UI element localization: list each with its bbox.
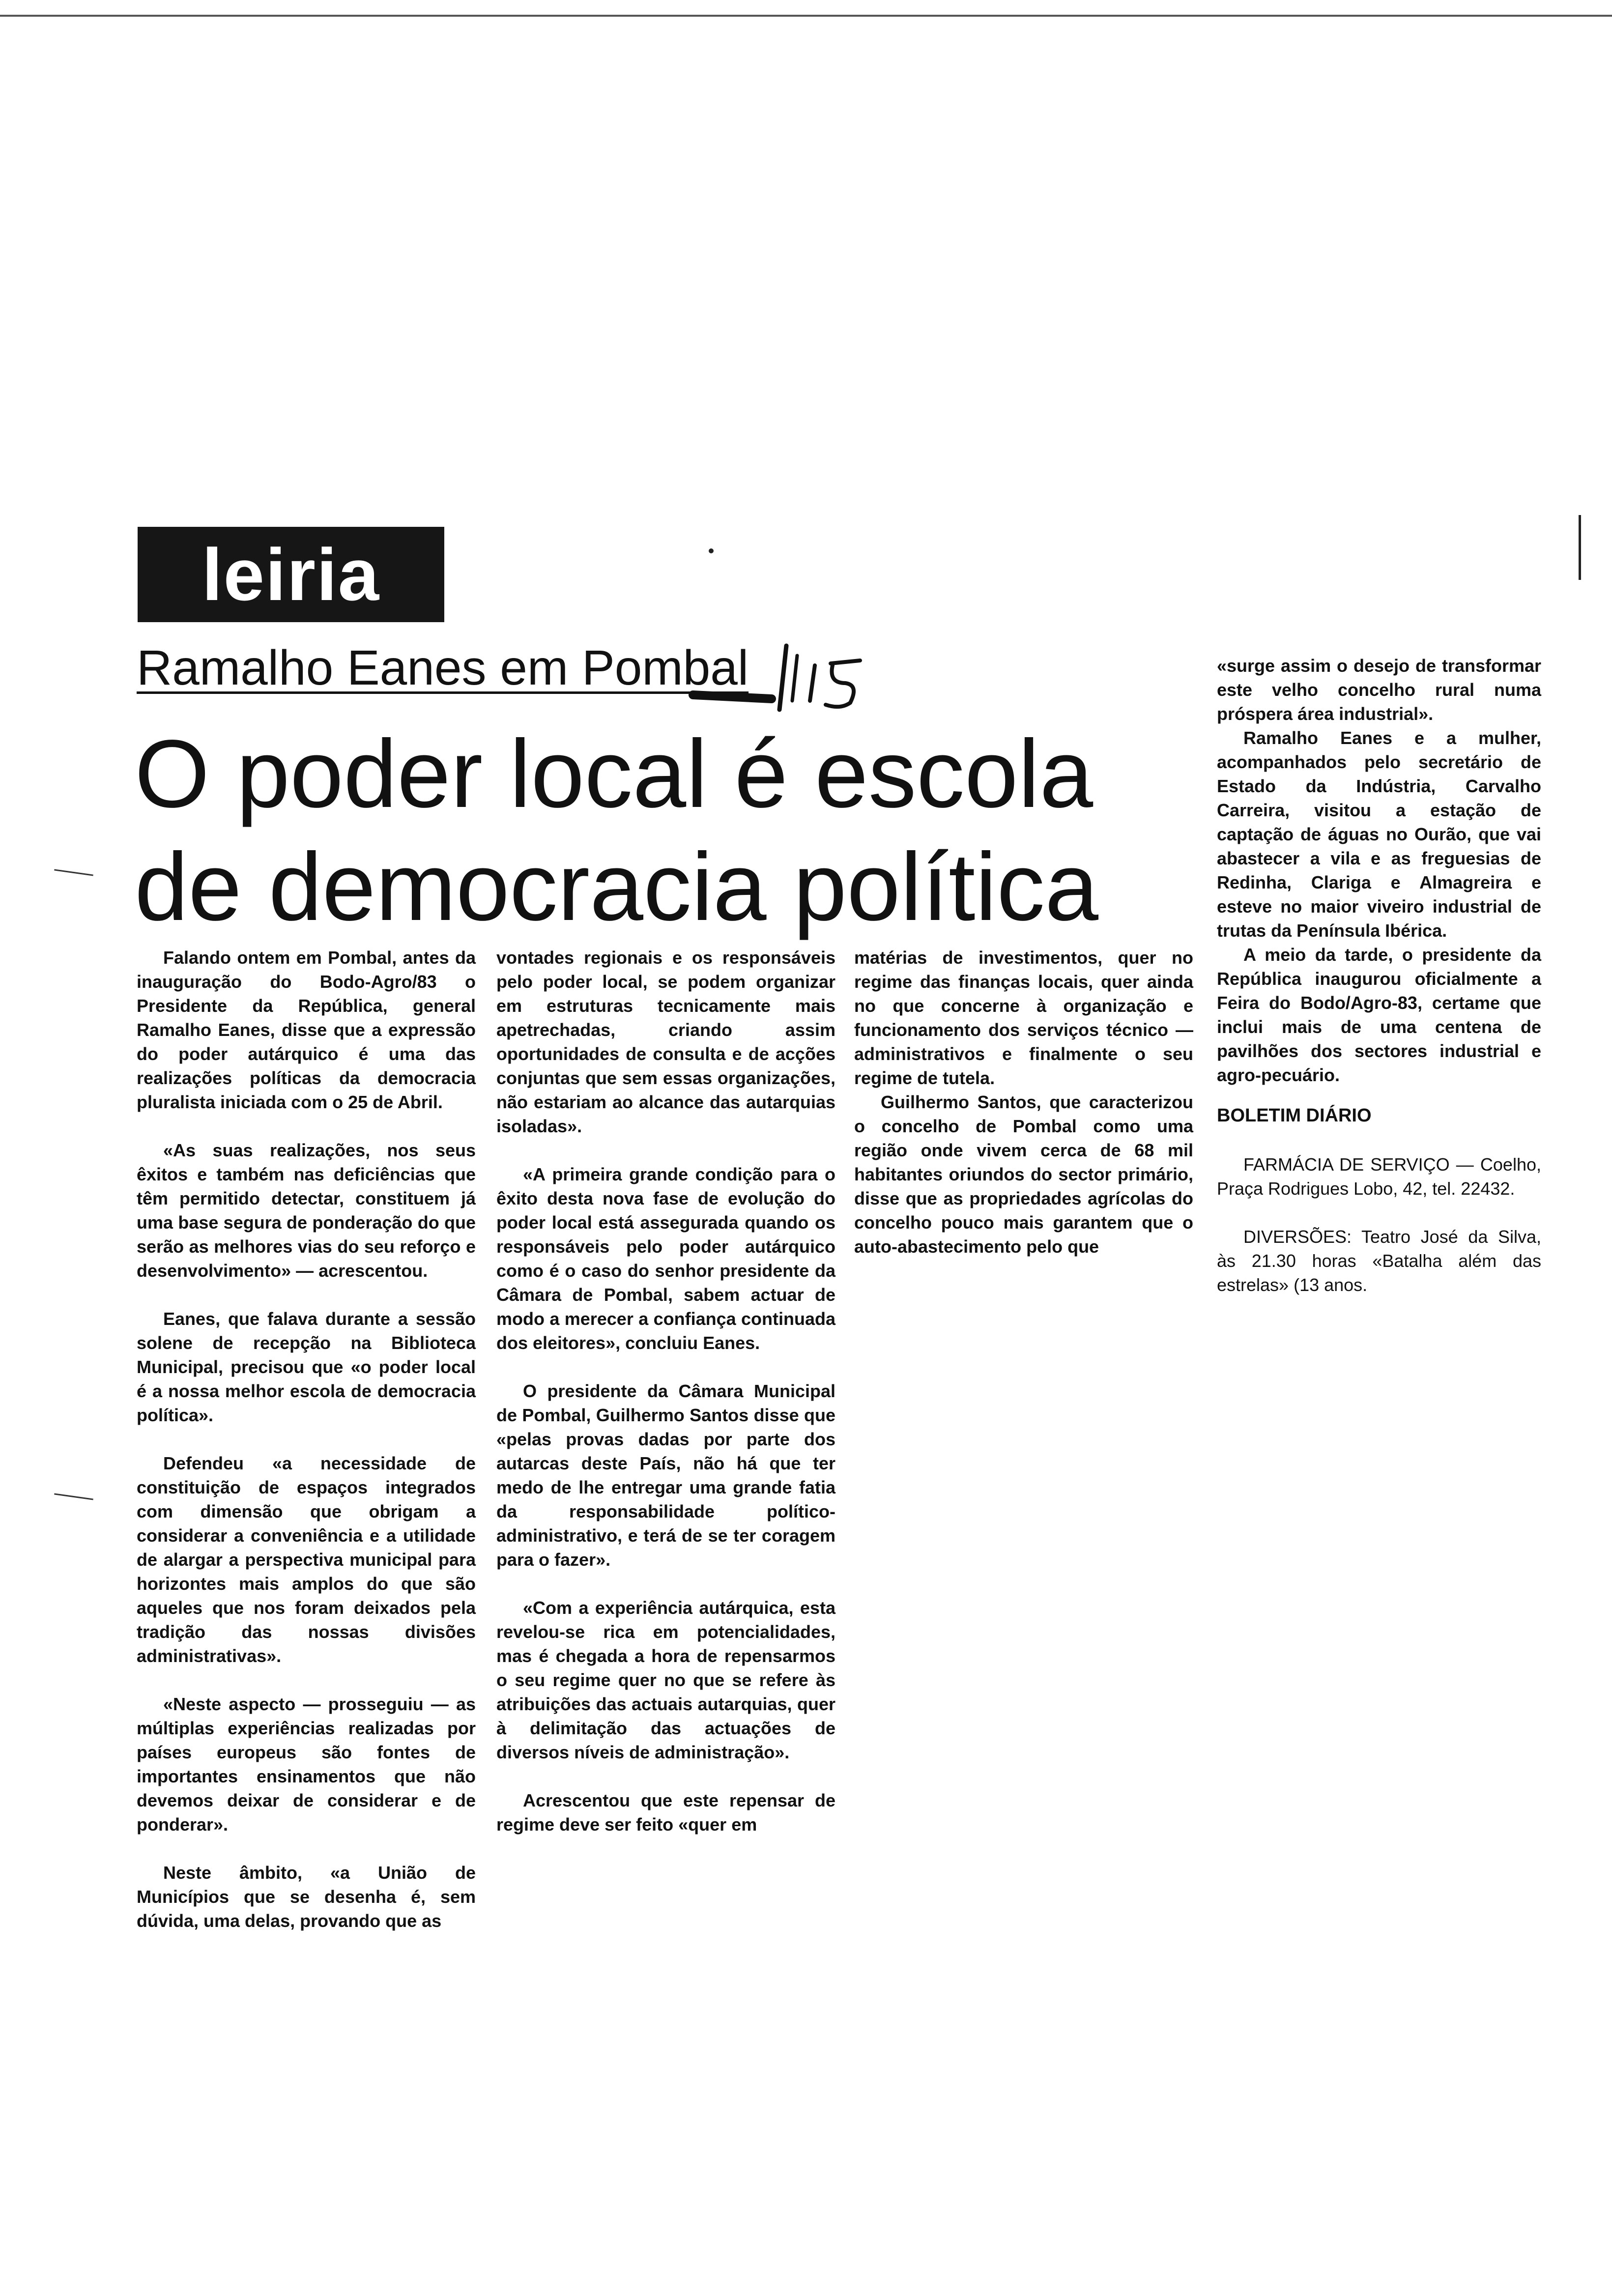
boletim-item: DIVERSÕES: Teatro José da Silva, às 21.30 horas «Batalha além das estrelas» (13 anos. bbox=[1217, 1227, 1541, 1295]
paragraph: «surge assim o desejo de transformar este velho concelho rural numa próspera área industrial». bbox=[1217, 656, 1541, 724]
paragraph: Neste âmbito, «a União de Municípios que se desenha é, sem dúvida, uma delas, provando que as bbox=[137, 1863, 476, 1931]
paragraph: Defendeu «a necessidade de constituição de espaços integrados com dimensão que obrigam a considerar a conveniência e a utilidade de alargar a perspectiva municipal para horizontes mais amplos do que são aqueles que nos foram deixados pela tradição das nossas divisões administrativas». bbox=[137, 1453, 476, 1666]
article-headline: O poder local é escola de democracia política bbox=[135, 720, 1099, 941]
paragraph: matérias de investimentos, quer no regime das finanças locais, quer ainda no que concerne à organização e funcionamento dos serviços técnico — administrativos e finalmente o seu regime de tutela. bbox=[854, 947, 1193, 1088]
boletim-item: FARMÁCIA DE SERVIÇO — Coelho, Praça Rodrigues Lobo, 42, tel. 22432. bbox=[1217, 1154, 1541, 1199]
article-kicker: Ramalho Eanes em Pombal bbox=[137, 640, 749, 695]
paragraph: vontades regionais e os responsáveis pelo poder local, se podem organizar em estruturas tecnicamente mais apetrechadas, criando assim oportunidades de consulta e de acções conjuntas que sem essas organizações, não estariam ao alcance das autarquias isoladas». bbox=[496, 947, 835, 1136]
paragraph: Ramalho Eanes e a mulher, acompanhados pelo secretário de Estado da Indústria, Carvalho Carreira, visitou a estação de captação de águas no Ourão, que vai abastecer a vila e as freguesias de Redinha, Clariga e Almagreira e esteve no maior viveiro industrial de trutas da Península Ibérica. bbox=[1217, 728, 1541, 941]
article-column-2 bbox=[496, 946, 835, 1837]
handwritten-mark bbox=[683, 636, 909, 719]
paragraph: A meio da tarde, o presidente da República inaugurou oficialmente a Feira do Bodo/Agro-83, certame que inclui mais de uma centena de pavilhões dos sectores industrial e agro-pecuário. bbox=[1217, 945, 1541, 1085]
article-column-3 bbox=[854, 946, 1193, 1259]
scan-edge-mark bbox=[1579, 515, 1581, 580]
paragraph: Falando ontem em Pombal, antes da inauguração do Bodo-Agro/83 o Presidente da República, general Ramalho Eanes, disse que a expressão do poder autárquico é uma das realizações políticas da democracia pluralista iniciada com o 25 de Abril. bbox=[137, 947, 476, 1112]
boletim-heading: BOLETIM DIÁRIO bbox=[1217, 1105, 1372, 1126]
paragraph: Guilhermo Santos, que caracterizou o concelho de Pombal como uma região onde vivem cerca de 68 mil habitantes oriundos do sector primário, disse que as propriedades agrícolas do concelho pouco mais garantem que o auto-abastecimento pelo que bbox=[854, 1092, 1193, 1257]
article-column-4 bbox=[1217, 654, 1541, 1321]
paragraph: «As suas realizações, nos seus êxitos e também nas deficiências que têm permitido detectar, constituem já uma base segura de ponderação do que serão as melhores vias do seu reforço e desenvolvimento» — acrescentou. bbox=[137, 1140, 476, 1281]
article-column-1 bbox=[137, 946, 476, 1933]
paragraph: O presidente da Câmara Municipal de Pombal, Guilhermo Santos disse que «pelas provas dadas por parte dos autarcas deste País, não há que ter medo de lhe entregar uma grande fatia da responsabilidade político-administrativo, e terá de se ter coragem para o fazer». bbox=[496, 1381, 835, 1570]
page-top-rule bbox=[0, 15, 1612, 17]
margin-mark bbox=[54, 869, 93, 876]
margin-mark bbox=[54, 1493, 93, 1500]
section-flag: leiria bbox=[138, 527, 444, 622]
paragraph: Acrescentou que este repensar de regime deve ser feito «quer em bbox=[496, 1790, 835, 1835]
paragraph: «Neste aspecto — prosseguiu — as múltiplas experiências realizadas por países europeus são fontes de importantes ensinamentos que não devemos deixar de considerar e de ponderar». bbox=[137, 1694, 476, 1835]
paragraph: «A primeira grande condição para o êxito desta nova fase de evolução do poder local está assegurada quando os responsáveis pelo poder autárquico como é o caso do senhor presidente da Câmara de Pombal, sabem actuar de modo a merecer a confiança continuada dos eleitores», concluiu Eanes. bbox=[496, 1164, 835, 1353]
paragraph: Eanes, que falava durante a sessão solene de recepção na Biblioteca Municipal, precisou que «o poder local é a nossa melhor escola de democracia política». bbox=[137, 1309, 476, 1425]
scan-speck bbox=[709, 548, 714, 553]
paragraph: «Com a experiência autárquica, esta revelou-se rica em potencialidades, mas é chegada a hora de repensarmos o seu regime quer no que se refere às atribuições das actuais autarquias, quer à delimitação das actuações de diversos níveis de administração». bbox=[496, 1598, 835, 1762]
handwritten-annotation bbox=[683, 636, 909, 719]
